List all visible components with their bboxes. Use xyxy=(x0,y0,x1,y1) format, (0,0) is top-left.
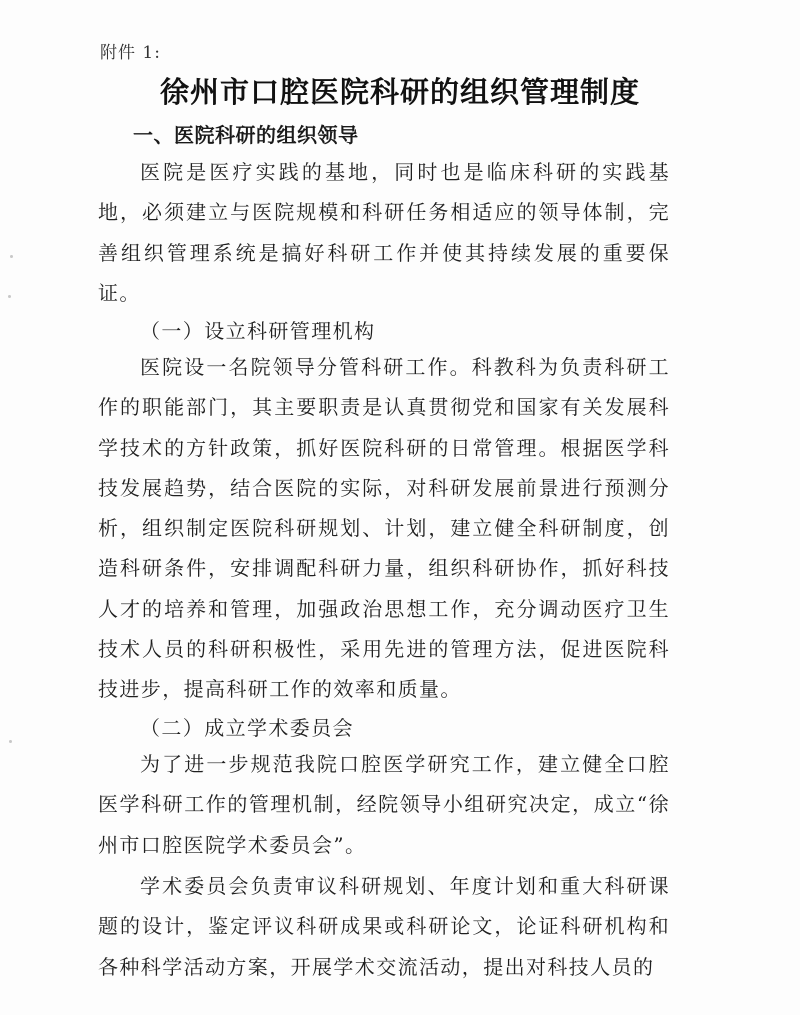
subsection-1-paragraph: 医院设一名院领导分管科研工作。科教科为负责科研工作的职能部门，其主要职责是认真贯彻党和国家有关发展科学技术的方针政策，抓好医院科研的日常管理。根据医学科技发展趋势，结合医院的实际，对科研发展前景进行预测分析，组织制定医院科研规划、计划，建立健全科研制度，创造科研条件，安排调配科研力量，组织科研协作，抓好科技人才的培养和管理，加强政治思想工作，充分调动医疗卫生技术人员的科研积极性，采用先进的管理方法，促进医院科技进步，提高科研工作的效率和质量。 xyxy=(98,355,670,702)
attachment-label: 附件 1: xyxy=(100,43,161,63)
document-title: 徐州市口腔医院科研的组织管理制度 xyxy=(159,75,640,109)
intro-paragraph: 医院是医疗实践的基地，同时也是临床科研的实践基地，必须建立与医院规模和科研任务相适应的领导体制，完善组织管理系统是搞好科研工作并使其持续发展的重要保证。 xyxy=(98,160,670,305)
subsection-2-paragraph-2: 学术委员会负责审议科研规划、年度计划和重大科研课题的设计，鉴定评议科研成果或科研论文，论证科研机构和各种科学活动方案，开展学术交流活动，提出对科技人员的 xyxy=(98,874,670,979)
scan-speck xyxy=(8,295,11,298)
scan-speck xyxy=(10,255,13,258)
subsection-2-paragraph-1: 为了进一步规范我院口腔医学研究工作，建立健全口腔医学科研工作的管理机制，经院领导小组研究决定，成立“徐州市口腔医院学术委员会”。 xyxy=(98,752,670,857)
subsection-heading-1: （一）设立科研管理机构 xyxy=(140,319,376,343)
scan-speck xyxy=(9,740,12,743)
section-heading: 一、医院科研的组织领导 xyxy=(133,123,359,147)
subsection-heading-2: （二）成立学术委员会 xyxy=(140,716,354,740)
